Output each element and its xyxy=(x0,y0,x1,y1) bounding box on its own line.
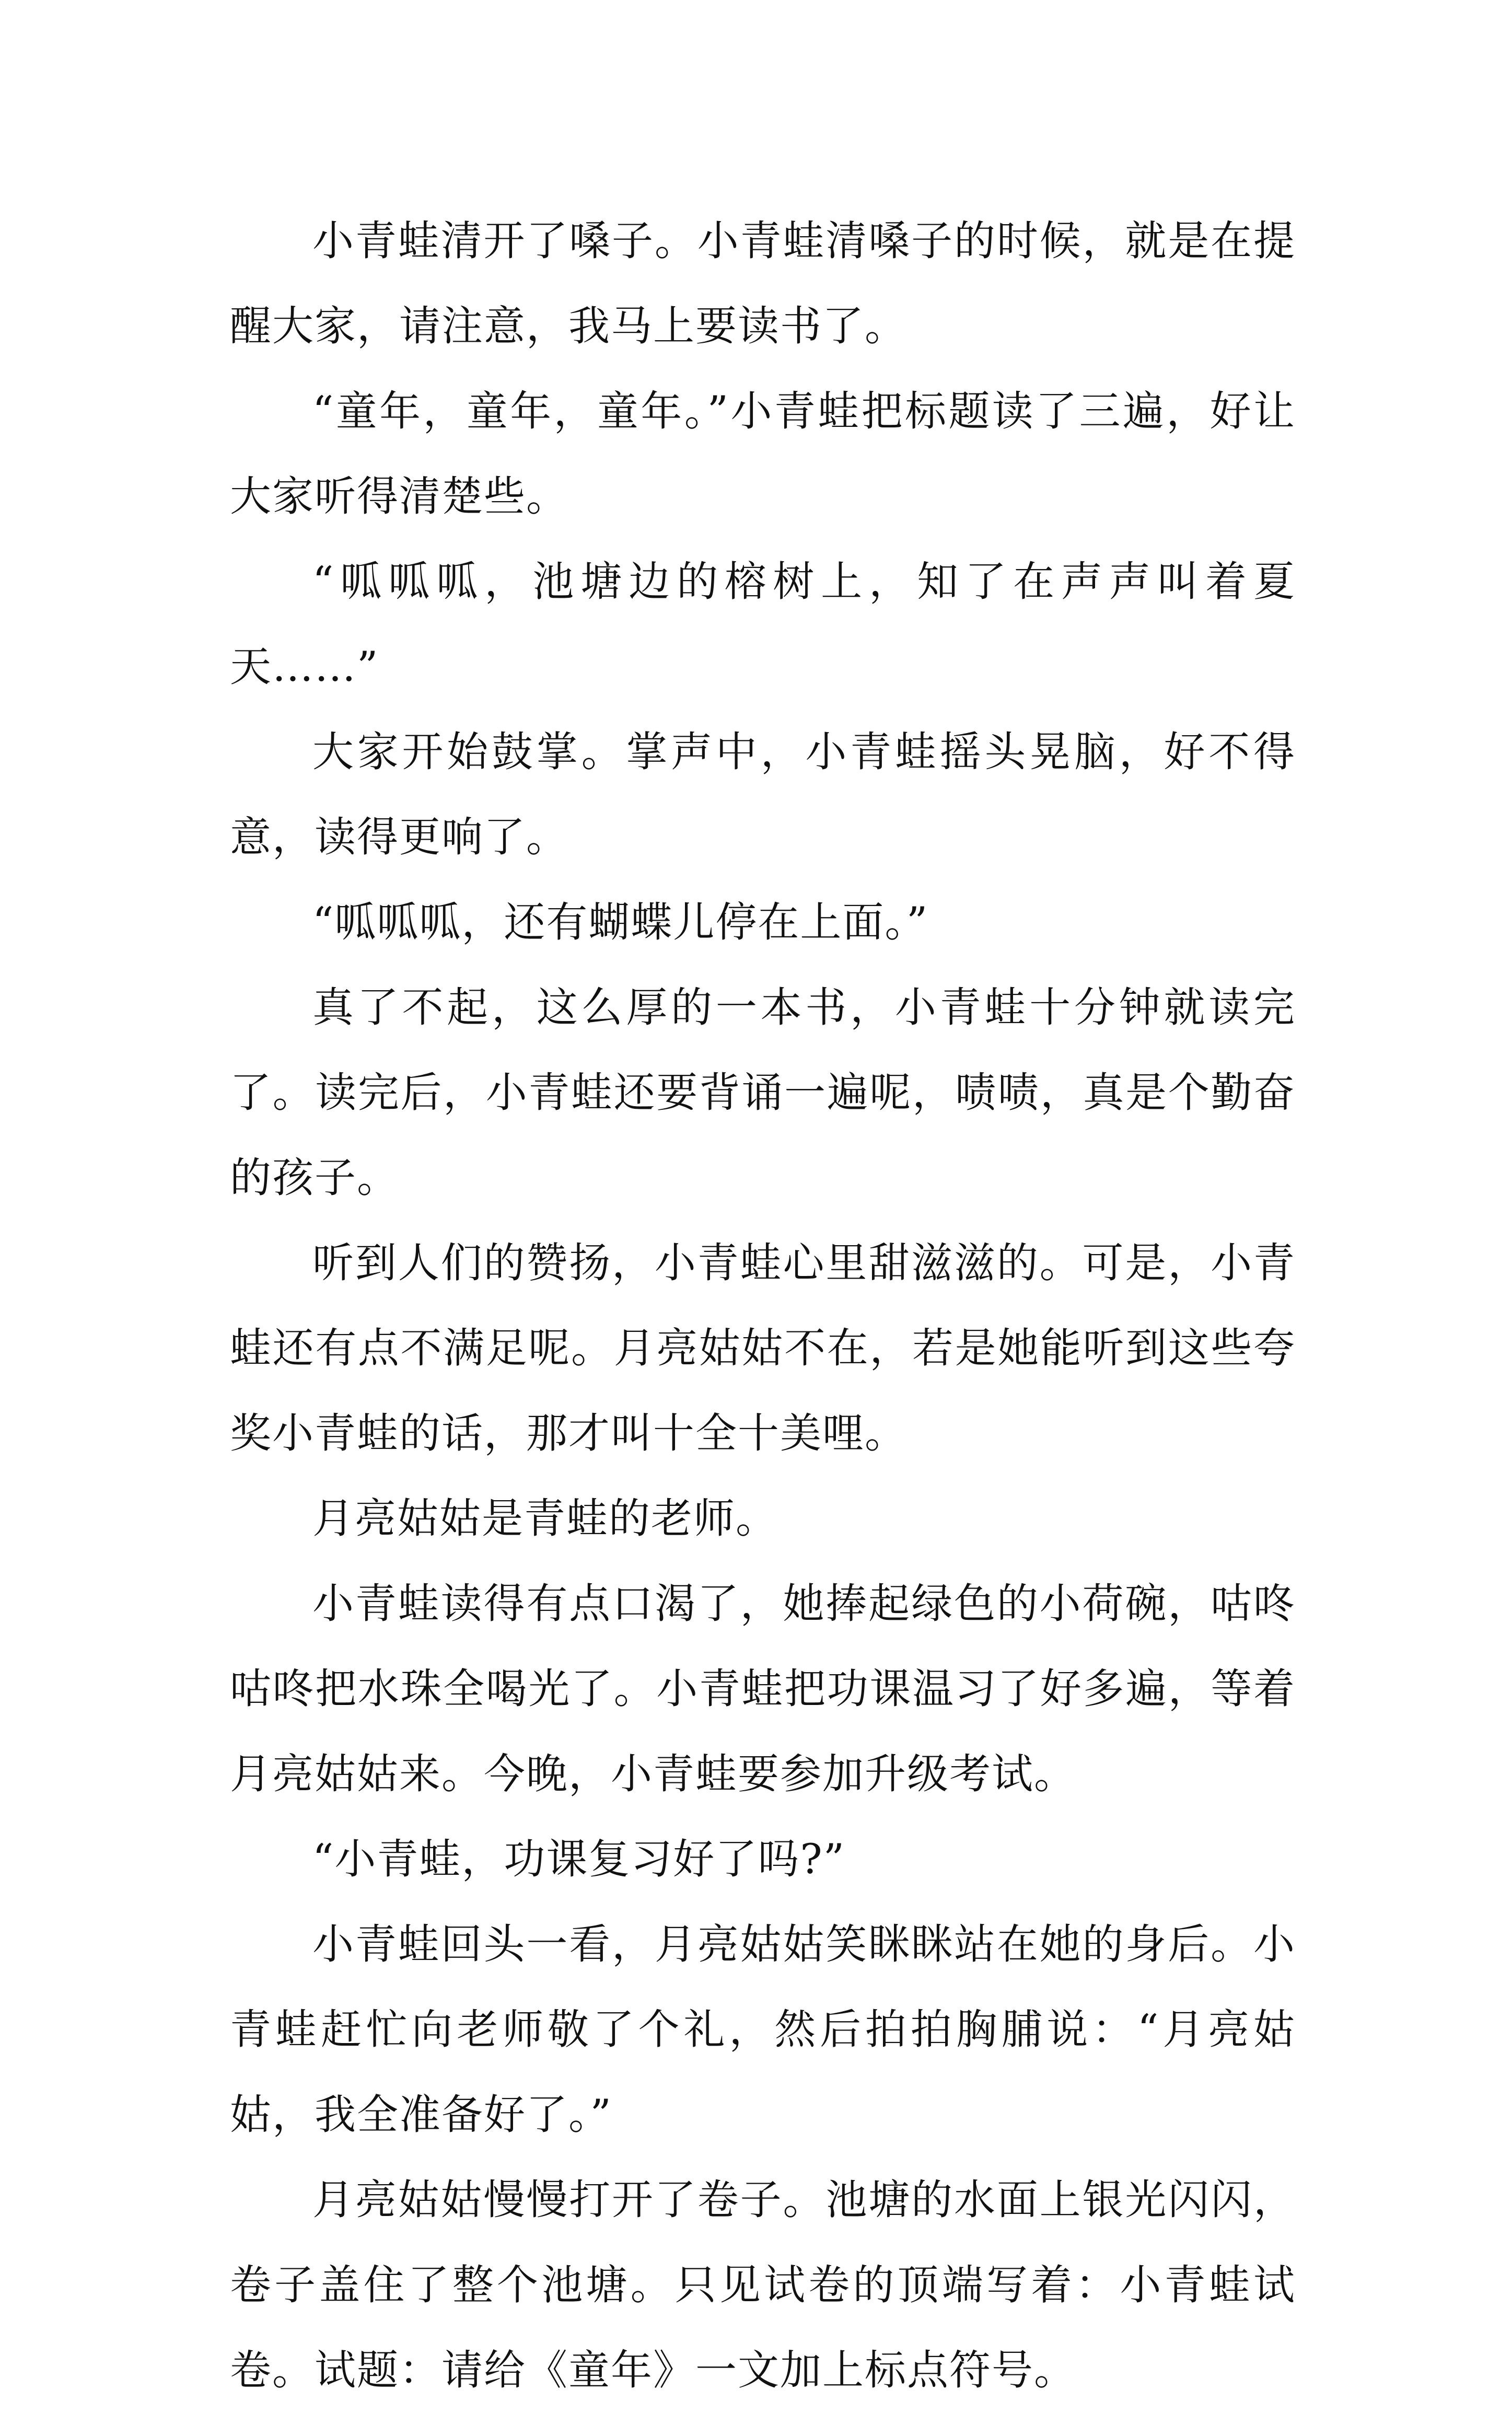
document-body xyxy=(230,199,1296,2413)
paragraph: 月亮姑姑是青蛙的老师。 xyxy=(312,1494,778,1542)
paragraph: “小青蛙，功课复习好了吗?” xyxy=(312,1835,846,1883)
paragraph: 大家开始鼓掌。掌声中，小青蛙摇头晃脑，好不得意，读得更响了。 xyxy=(230,728,1296,861)
paragraph: 小青蛙清开了嗓子。小青蛙清嗓子的时候，就是在提醒大家，请注意，我马上要读书了。 xyxy=(230,217,1296,350)
paragraph: 小青蛙读得有点口渴了，她捧起绿色的小荷碗，咕咚咕咚把水珠全喝光了。小青蛙把功课温习了好多遍，等着月亮姑姑来。今晚，小青蛙要参加升级考试。 xyxy=(230,1580,1296,1798)
paragraph: 月亮姑姑慢慢打开了卷子。池塘的水面上银光闪闪，卷子盖住了整个池塘。只见试卷的顶端写着：小青蛙试卷。试题：请给《童年》一文加上标点符号。 xyxy=(230,2176,1296,2394)
paragraph: “呱呱呱，还有蝴蝶儿停在上面。” xyxy=(312,898,929,946)
paragraph: “呱呱呱，池塘边的榕树上，知了在声声叫着夏天……” xyxy=(230,558,1296,691)
paragraph: “童年，童年，童年。”小青蛙把标题读了三遍，好让大家听得清楚些。 xyxy=(230,387,1296,520)
paragraph: 小青蛙回头一看，月亮姑姑笑眯眯站在她的身后。小青蛙赶忙向老师敬了个礼，然后拍拍胸脯说：“月亮姑姑，我全准备好了。” xyxy=(230,1920,1296,2139)
paragraph: 真了不起，这么厚的一本书，小青蛙十分钟就读完了。读完后，小青蛙还要背诵一遍呢，啧啧，真是个勤奋的孩子。 xyxy=(230,983,1296,1202)
paragraph: 听到人们的赞扬，小青蛙心里甜滋滋的。可是，小青蛙还有点不满足呢。月亮姑姑不在，若是她能听到这些夸奖小青蛙的话，那才叫十全十美哩。 xyxy=(230,1239,1296,1457)
